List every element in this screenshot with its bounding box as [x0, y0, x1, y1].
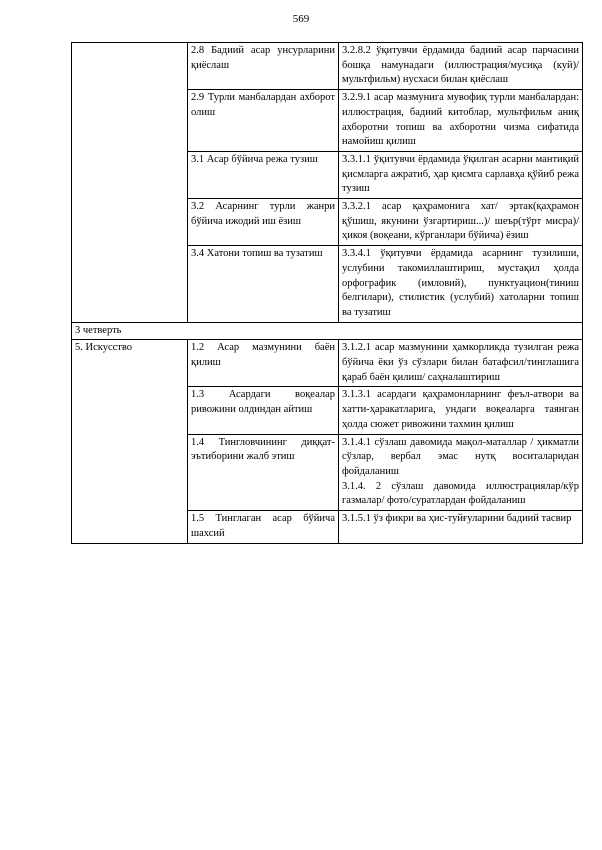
skill-cell: 1.4 Тингловчининг диққат-эътиборини жалб этиш: [188, 434, 339, 511]
outcome-text: 3.1.5.1 ўз фикри ва ҳис-туйғуларини бадиий тасвир: [342, 513, 572, 525]
outcome-cell: [339, 43, 583, 90]
table-row: [72, 43, 583, 90]
outcome-text: 3.2.9.1 асар мазмунига мувофиқ турли манбалардан: иллюстрация, бадиий китоблар, мультфильм аниқ ахборотни топиш ва ахборотни чизма сифатида намойиш қилиш: [342, 92, 579, 148]
curriculum-table: [71, 42, 583, 544]
skill-cell: 1.2 Асар мазмунини баён қилиш: [188, 340, 339, 387]
skill-cell: 1.5 Тинглаган асар бўйича шахсий: [188, 511, 339, 543]
skill-cell: 2.9 Турли манбалардан ахборот олиш: [188, 90, 339, 152]
skill-cell: 3.4 Хатони топиш ва тузатиш: [188, 246, 339, 323]
skill-cell: 2.8 Бадиий асар унсурларини қиёслаш: [188, 43, 339, 90]
outcome-text: 3.1.4. 2 сўзлаш давомида иллюстрациялар/кўр газмалар/ фото/суратлардан фойдаланиш: [342, 480, 579, 507]
outcome-text: 3.1.4.1 сўзлаш давомида мақол-маталлар / ҳикматли сўзлар, вербал эмас нутқ воситаларидан фойдаланиш: [342, 436, 579, 477]
outcome-cell: [339, 151, 583, 198]
outcome-cell: [339, 246, 583, 323]
outcome-cell: [339, 511, 583, 543]
page-number: 569: [292, 13, 310, 25]
outcome-text: 3.3.4.1 ўқитувчи ёрдамида асарнинг тузилиши, услубини такомиллаштириш, мустақил ҳолда орфографик (имловий), пунктуацион(тиниш белгилари), стилистик (услубий) хатоларни топиш ва тузатиш: [342, 248, 579, 318]
skill-cell: 1.3 Асардаги воқеалар ривожини олдиндан айтиш: [188, 387, 339, 434]
outcome-cell: [339, 340, 583, 387]
outcome-text: 3.1.2.1 асар мазмунини ҳамкорликда тузилган режа бўйича ёки ўз сўзлари билан батафсил/тинглашига қараб баён қилиш/ саҳналаштириш: [342, 342, 579, 383]
section-cell: [72, 43, 188, 323]
outcome-cell: [339, 434, 583, 511]
outcome-text: 3.3.1.1 ўқитувчи ёрдамида ўқилган асарни мантиқий қисмларга ажратиб, ҳар қисмга сарлавҳа қўйиб режа тузиш: [342, 153, 579, 195]
outcome-text: 3.1.3.1 асардаги қаҳрамонларнинг феъл-атвори ва хатти-ҳаракатларига, ундаги воқеаларга таянган ҳолда сюжет ривожини тахмин қилиш: [342, 389, 579, 430]
outcome-text: 3.2.8.2 ўқитувчи ёрдамида бадиий асар парчасини бошқа намунадаги (иллюстрация/мусиқа (куй)/ мультфильм) нусхаси билан қиёслаш: [342, 45, 579, 86]
table-row: [72, 340, 583, 387]
outcome-cell: [339, 199, 583, 246]
skill-cell: 3.1 Асар бўйича режа тузиш: [188, 151, 339, 198]
section-cell: 5. Искусство: [72, 340, 188, 543]
outcome-text: 3.3.2.1 асар қаҳрамонига хат/ эртак(қаҳрамон қўшиш, якунини ўзгартириш...)/ шеър(тўрт мисра)/ ҳикоя (воқеани, кўрганлари бўйича) ёзиш: [342, 201, 579, 242]
skill-cell: 3.2 Асарнинг турли жанри бўйича ижодий иш ёзиш: [188, 199, 339, 246]
outcome-cell: [339, 387, 583, 434]
quarter-label: 3 четверть: [72, 322, 583, 340]
quarter-row: [72, 322, 583, 340]
outcome-cell: [339, 90, 583, 152]
